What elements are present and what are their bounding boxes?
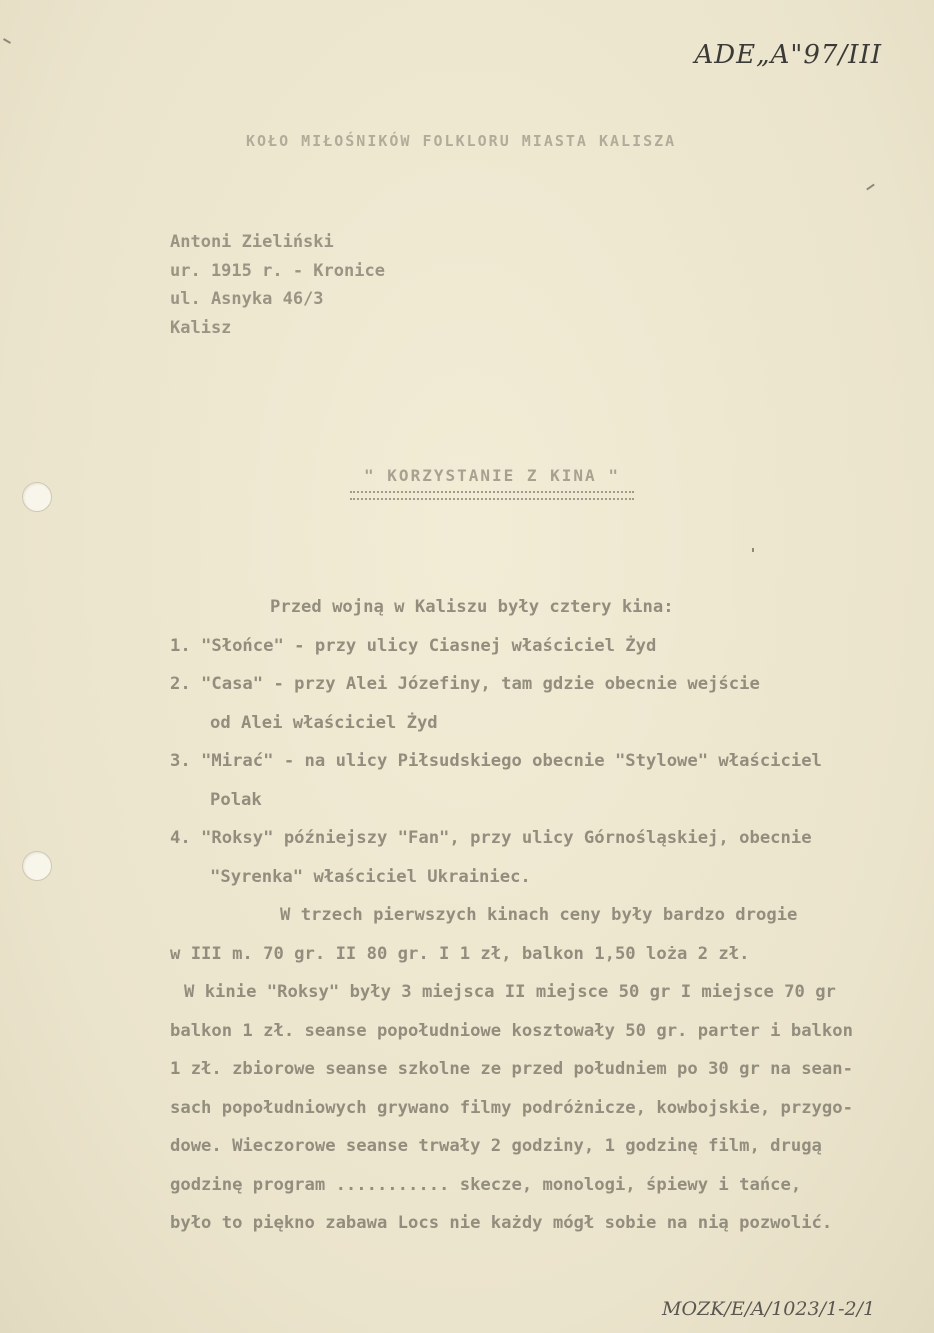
paragraph-line: dowe. Wieczorowe seanse trwały 2 godziny, 1 godzinę film, drugą — [170, 1136, 822, 1156]
archive-number: MOZK/E/A/1023/1-2/1 — [662, 1298, 876, 1320]
paragraph-line: 1 zł. zbiorowe seanse szkolne ze przed południem po 30 gr na sean- — [170, 1059, 853, 1079]
title-block — [350, 466, 634, 500]
stray-mark — [3, 38, 11, 44]
list-item-3: 3. "Mirać" - na ulicy Piłsudskiego obecnie "Stylowe" właściciel — [170, 751, 822, 771]
list-item-2-cont: od Alei właściciel Żyd — [210, 712, 438, 733]
document-body — [170, 588, 932, 1243]
list-item-4: 4. "Roksy" późniejszy "Fan", przy ulicy Górnośląskiej, obecnie — [170, 828, 812, 848]
title-underline — [350, 491, 634, 500]
intro-line: Przed wojną w Kaliszu były cztery kina: — [270, 597, 674, 617]
author-city: Kalisz — [170, 317, 232, 338]
punch-hole-top — [22, 482, 52, 512]
author-block — [170, 228, 385, 342]
list-item-4-cont: "Syrenka" właściciel Ukrainiec. — [210, 866, 531, 887]
paragraph-line: W kinie "Roksy" były 3 miejsca II miejsce 50 gr I miejsce 70 gr — [184, 982, 836, 1002]
archive-signature: ADE„A"97/III — [694, 40, 882, 70]
paragraph-line: godzinę program ........... skecze, monologi, śpiewy i tańce, — [170, 1174, 802, 1195]
list-item-2: 2. "Casa" - przy Alei Józefiny, tam gdzie obecnie wejście — [170, 674, 760, 694]
punch-hole-bottom — [22, 851, 52, 881]
stray-mark — [866, 184, 875, 191]
list-item-3-cont: Polak — [210, 789, 262, 810]
author-born: ur. 1915 r. - Kronice — [170, 260, 385, 281]
paragraph-line: było to piękno zabawa Locs nie każdy mógł sobie na nią pozwolić. — [170, 1213, 833, 1233]
paragraph-line: W trzech pierwszych kinach ceny były bardzo drogie — [280, 905, 798, 925]
paragraph-line: balkon 1 zł. seanse popołudniowe kosztowały 50 gr. parter i balkon — [170, 1020, 853, 1041]
organization-header: KOŁO MIŁOŚNIKÓW FOLKLORU MIASTA KALISZA — [246, 132, 677, 150]
paragraph-line: w III m. 70 gr. II 80 gr. I 1 zł, balkon 1,50 loża 2 zł. — [170, 943, 750, 964]
document-title: " KORZYSTANIE Z KINA " — [364, 466, 620, 485]
author-name: Antoni Zieliński — [170, 232, 334, 252]
paragraph-line: sach popołudniowych grywano filmy podróżnicze, kowbojskie, przygo- — [170, 1097, 853, 1118]
author-street: ul. Asnyka 46/3 — [170, 289, 324, 309]
stray-mark — [752, 548, 754, 552]
list-item-1: 1. "Słońce" - przy ulicy Ciasnej właściciel Żyd — [170, 635, 657, 656]
